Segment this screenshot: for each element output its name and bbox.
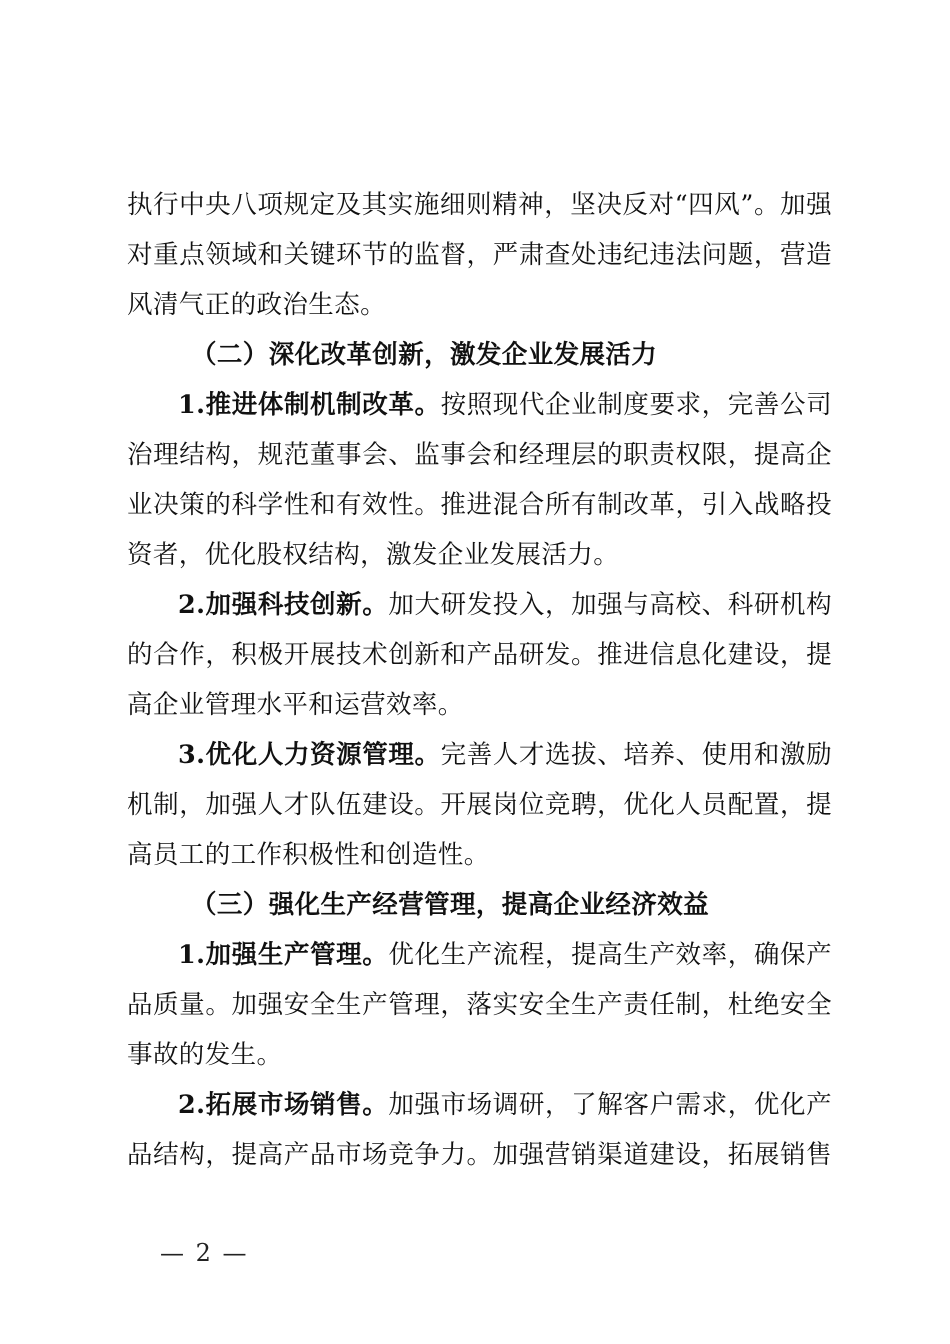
page-number: — 2 — [160, 1239, 249, 1267]
text-line: 事故的发生。 [127, 1040, 283, 1070]
paragraph-market-sales [127, 1080, 832, 1180]
paragraph-lead: 2.拓展市场销售。 [178, 1090, 389, 1120]
paragraph-human-resources [127, 730, 832, 880]
document-body [127, 180, 832, 1180]
paragraph-text: 按照现代企业制度要求，完善公司 [440, 390, 832, 420]
paragraph-tech-innovation [127, 580, 832, 730]
paragraph-lead: 3.优化人力资源管理。 [178, 740, 441, 770]
text-line [127, 930, 832, 980]
paragraph-text: 优化生产流程，提高生产效率，确保产 [388, 940, 832, 970]
text-line: 风清气正的政治生态。 [127, 290, 387, 320]
paragraph-lead: 1.加强生产管理。 [178, 940, 389, 970]
text-line [127, 1080, 832, 1130]
text-line: 品结构，提高产品市场竞争力。加强营销渠道建设，拓展销售 [127, 1140, 832, 1170]
text-line: 的合作，积极开展技术创新和产品研发。推进信息化建设，提 [127, 640, 832, 670]
text-line [127, 580, 832, 630]
text-line: 执行中央八项规定及其实施细则精神，坚决反对“四风”。加强 [127, 190, 832, 220]
text-line: 资者，优化股权结构，激发企业发展活力。 [127, 540, 620, 570]
paragraph-discipline-supervision [127, 180, 832, 330]
paragraph-system-reform [127, 380, 832, 580]
paragraph-lead: 2.加强科技创新。 [178, 590, 389, 620]
paragraph-lead: 1.推进体制机制改革。 [178, 390, 441, 420]
paragraph-text: 加大研发投入，加强与高校、科研机构 [388, 590, 832, 620]
text-line: 高员工的工作积极性和创造性。 [127, 840, 490, 870]
text-line: 对重点领域和关键环节的监督，严肃查处违纪违法问题，营造 [127, 240, 832, 270]
text-line: 治理结构，规范董事会、监事会和经理层的职责权限，提高企 [127, 440, 832, 470]
paragraph-text: 完善人才选拔、培养、使用和激励 [440, 740, 832, 770]
text-line: 业决策的科学性和有效性。推进混合所有制改革，引入战略投 [127, 490, 832, 520]
section-heading-production-management: （三）强化生产经营管理，提高企业经济效益 [191, 890, 710, 920]
paragraph-text: 加强市场调研，了解客户需求，优化产 [388, 1090, 832, 1120]
text-line: 高企业管理水平和运营效率。 [127, 690, 464, 720]
text-line: 机制，加强人才队伍建设。开展岗位竞聘，优化人员配置，提 [127, 790, 832, 820]
section-heading-reform-innovation: （二）深化改革创新，激发企业发展活力 [191, 340, 658, 370]
paragraph-production-management [127, 930, 832, 1080]
text-line [127, 380, 832, 430]
text-line [127, 730, 832, 780]
text-line: 品质量。加强安全生产管理，落实安全生产责任制，杜绝安全 [127, 990, 832, 1020]
